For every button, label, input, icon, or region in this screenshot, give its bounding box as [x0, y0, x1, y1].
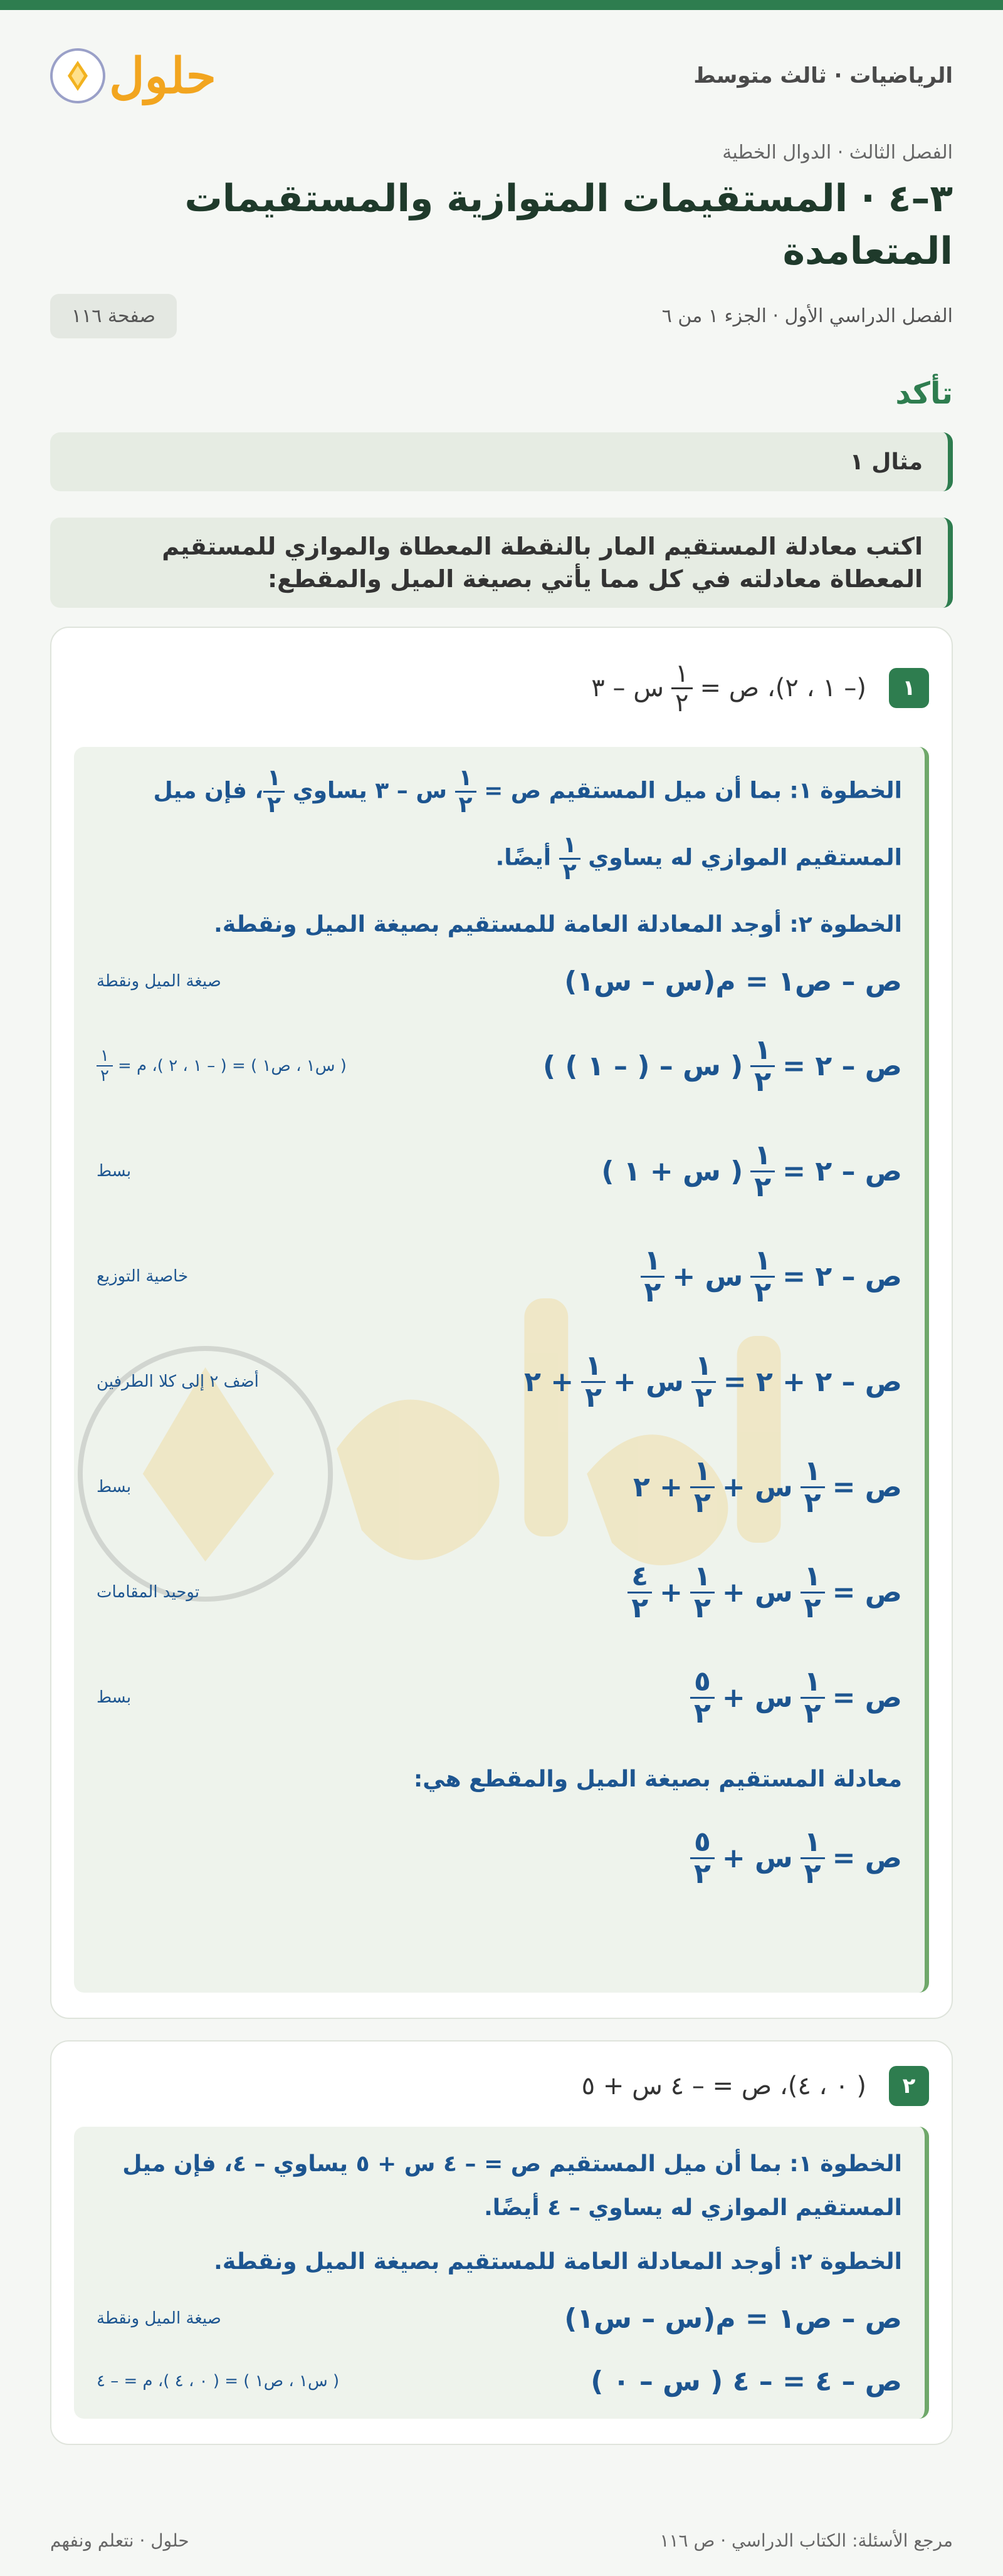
equation-note: ( س١ ، ص١ ) = ( – ١ ، ٢ )، م = $\frac{١}{٢}$ [97, 1046, 347, 1085]
problem-text: س – ٣ [591, 674, 664, 702]
breadcrumb[interactable]: الفصل الثالث · الدوال الخطية [722, 142, 953, 164]
equation-note: بسط [97, 1478, 132, 1496]
page-container [50, 10, 953, 2445]
question-prompt: اكتب معادلة المستقيم المار بالنقطة المعطاة والموازي للمستقيم المعطاة معادلته في كل مما يأتي بصيغة الميل والمقطع: [50, 518, 953, 608]
logo-text: حلول [109, 47, 217, 105]
equation-row [97, 1663, 902, 1732]
problem-header [74, 650, 929, 726]
equation-row [97, 1031, 902, 1100]
problem-card-2 [50, 2040, 953, 2445]
footer-brand: حلول · نتعلم ونفهم [50, 2530, 189, 2551]
equation: ص – ٤ = – ٤ ( س – ٠ ) [591, 2365, 902, 2397]
equation: ص = $\frac{١}{٢}$ س + $\frac{١}{٢}$ + ٢ [633, 1454, 902, 1519]
problem-number-badge: ٢ [889, 2066, 929, 2106]
problem-number-badge: ١ [889, 668, 929, 708]
equation-note: بسط [97, 1162, 132, 1181]
equation-row [97, 962, 902, 1000]
fraction: $\frac{١}{٢}$ [455, 766, 476, 818]
lesson-title [50, 172, 953, 278]
equation: ص – ٢ = $\frac{١}{٢}$ ( س – ( – ١ ) ) [543, 1033, 902, 1098]
equation-row [97, 2362, 902, 2400]
solution-step-2: الخطوة ٢: أوجد المعادلة العامة للمستقيم بصيغة الميل ونقطة. [214, 912, 902, 937]
solution-panel [74, 747, 929, 1993]
final-equation: ص = $\frac{١}{٢}$ س + $\frac{٥}{٢}$ [690, 1827, 902, 1889]
final-answer-label: معادلة المستقيم بصيغة الميل والمقطع هي: [413, 1766, 902, 1792]
problem-statement [591, 660, 866, 717]
equation: ص – ٢ = $\frac{١}{٢}$ ( س + ١ ) [601, 1139, 902, 1203]
fraction: $\frac{١}{٢}$ [559, 833, 580, 885]
fraction: $\frac{١}{٢}$ [671, 660, 692, 717]
lesson-meta [50, 294, 953, 338]
step-text: المستقيم الموازي له يساوي – ٤ أيضًا. [484, 2195, 902, 2221]
logo[interactable] [50, 48, 216, 105]
equation: ص – ٢ = $\frac{١}{٢}$ س + $\frac{١}{٢}$ [641, 1246, 903, 1308]
equation-row [97, 1137, 902, 1206]
lesson-title-line1: ٣–٤ · المستقيمات المتوازية والمستقيمات [184, 177, 953, 221]
solution-step-1 [97, 766, 902, 885]
semester-part: الفصل الدراسي الأول · الجزء ١ من ٦ [661, 305, 953, 327]
step-text: الخطوة ١: بما أن ميل المستقيم ص = – ٤ س + ٥ يساوي – ٤، فإن ميل [122, 2151, 902, 2177]
subject-label: الرياضيات · ثالث متوسط [693, 63, 953, 88]
step-text: س – ٣ يساوي [292, 778, 447, 804]
example-label: مثال ١ [50, 432, 953, 491]
step-text: الخطوة ١: بما أن ميل المستقيم ص = [484, 778, 902, 804]
solution-step-1 [97, 2146, 902, 2227]
solution-panel [74, 2127, 929, 2419]
page-footer [50, 2530, 953, 2551]
section-title: تأكد [895, 376, 953, 411]
equation-note: توحيد المقامات [97, 1583, 200, 1602]
equation-note: خاصية التوزيع [97, 1267, 189, 1286]
problem-card-1 [50, 627, 953, 2019]
step-text: ، فإن ميل [153, 778, 264, 804]
equation-note: صيغة الميل ونقطة [97, 972, 221, 991]
logo-emblem-icon [50, 48, 105, 103]
equation: ص – ص١ = م(س – س١) [564, 965, 902, 998]
equation: ص – ٢ + ٢ = $\frac{١}{٢}$ س + $\frac{١}{٢}$ + ٢ [524, 1349, 902, 1414]
equation-note: صيغة الميل ونقطة [97, 2309, 221, 2328]
step-text: أيضًا. [495, 845, 552, 871]
equation-row [97, 1452, 902, 1521]
equation-row [97, 2300, 902, 2337]
footer-reference: مرجع الأسئلة: الكتاب الدراسي · ص ١١٦ [659, 2530, 953, 2551]
equation-note: أضف ٢ إلى كلا الطرفين [97, 1372, 259, 1391]
equation-row [97, 1347, 902, 1416]
problem-text: (– ١ ، ٢)، ص = [700, 674, 866, 702]
equation: ص = $\frac{١}{٢}$ س + $\frac{١}{٢}$ + $\frac{٤}{٢}$ [628, 1562, 902, 1624]
equation-row [97, 1242, 902, 1311]
equation: ص = $\frac{١}{٢}$ س + $\frac{٥}{٢}$ [690, 1667, 902, 1729]
page-badge: صفحة ١١٦ [50, 294, 177, 338]
lesson-title-line2: المتعامدة [782, 229, 953, 273]
problem-header [74, 2064, 929, 2108]
problem-statement: ( ٠ ، ٤)، ص = – ٤ س + ٥ [581, 2072, 866, 2100]
equation-note: ( س١ ، ص١ ) = ( ٠ ، ٤ )، م = – ٤ [97, 2372, 340, 2391]
equation: ص – ص١ = م(س – س١) [564, 2302, 902, 2335]
step-text: المستقيم الموازي له يساوي [588, 845, 902, 871]
top-accent-bar [0, 0, 1003, 10]
page-header [50, 10, 953, 142]
equation-row [97, 1558, 902, 1627]
fraction: $\frac{١}{٢}$ [263, 766, 285, 818]
final-answer-row [97, 1823, 902, 1892]
equation-note: بسط [97, 1688, 132, 1707]
solution-step-2: الخطوة ٢: أوجد المعادلة العامة للمستقيم بصيغة الميل ونقطة. [214, 2249, 902, 2275]
